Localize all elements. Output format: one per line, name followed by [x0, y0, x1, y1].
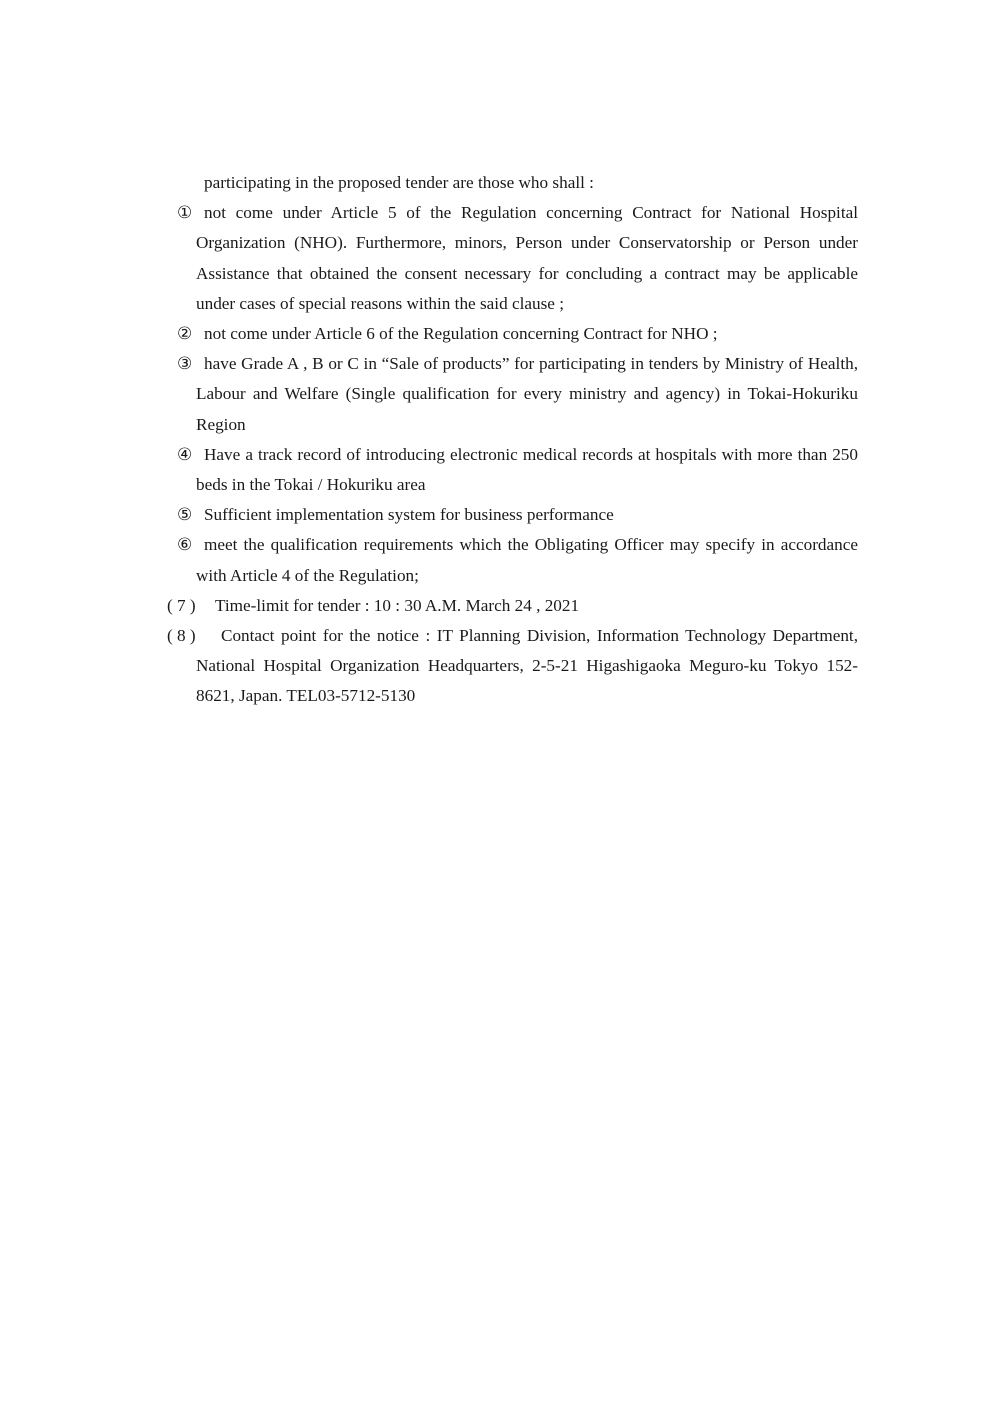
item-marker: ④ [177, 444, 193, 464]
section-text: Contact point for the notice : IT Planning Division, Information Technology Department, National Hospital Organization Headquarters, 2-5-21 Higashigaoka Meguro-ku Tokyo 152-8621, Japan. TEL03-5712-5130 [196, 626, 858, 706]
qualification-item-1 [167, 198, 858, 319]
item-text: not come under Article 6 of the Regulation concerning Contract for NHO ; [204, 324, 718, 344]
section-text: Time-limit for tender : 10 : 30 A.M. March 24 , 2021 [215, 595, 580, 615]
item-marker: ⑤ [177, 505, 193, 525]
item-text: Have a track record of introducing electronic medical records at hospitals with more than 250 beds in the Tokai / Hokuriku area [196, 444, 858, 495]
item-text: not come under Article 5 of the Regulation concerning Contract for National Hospital Organization (NHO). Furthermore, minors, Person under Conservatorship or Person under Assistance that obtained the consent necessary for concluding a contract may be applicable under cases of special reasons within the said clause ; [196, 203, 858, 313]
qualification-item-4 [167, 440, 858, 500]
item-marker: ③ [177, 354, 193, 374]
qualification-item-6 [167, 530, 858, 590]
section-7-time-limit [167, 591, 858, 621]
section-8-contact-point [167, 621, 858, 712]
item-text: have Grade A , B or C in “Sale of products” for participating in tenders by Ministry of Health, Labour and Welfare (Single qualification for every ministry and agency) in Tokai-Hokuriku Region [196, 354, 858, 434]
item-marker: ⑥ [177, 535, 193, 555]
qualification-item-3 [167, 349, 858, 440]
item-marker: ① [177, 203, 193, 223]
item-text: meet the qualification requirements which the Obligating Officer may specify in accordance with Article 4 of the Regulation; [196, 535, 858, 585]
document-body [167, 168, 858, 712]
item-marker: ② [177, 324, 193, 344]
item-text: Sufficient implementation system for business performance [204, 505, 614, 525]
qualification-item-5 [167, 500, 858, 530]
qualification-item-2 [167, 319, 858, 349]
intro-line: participating in the proposed tender are those who shall : [204, 173, 594, 192]
section-marker: ( 7 ) [167, 595, 196, 615]
section-marker: ( 8 ) [167, 626, 196, 646]
